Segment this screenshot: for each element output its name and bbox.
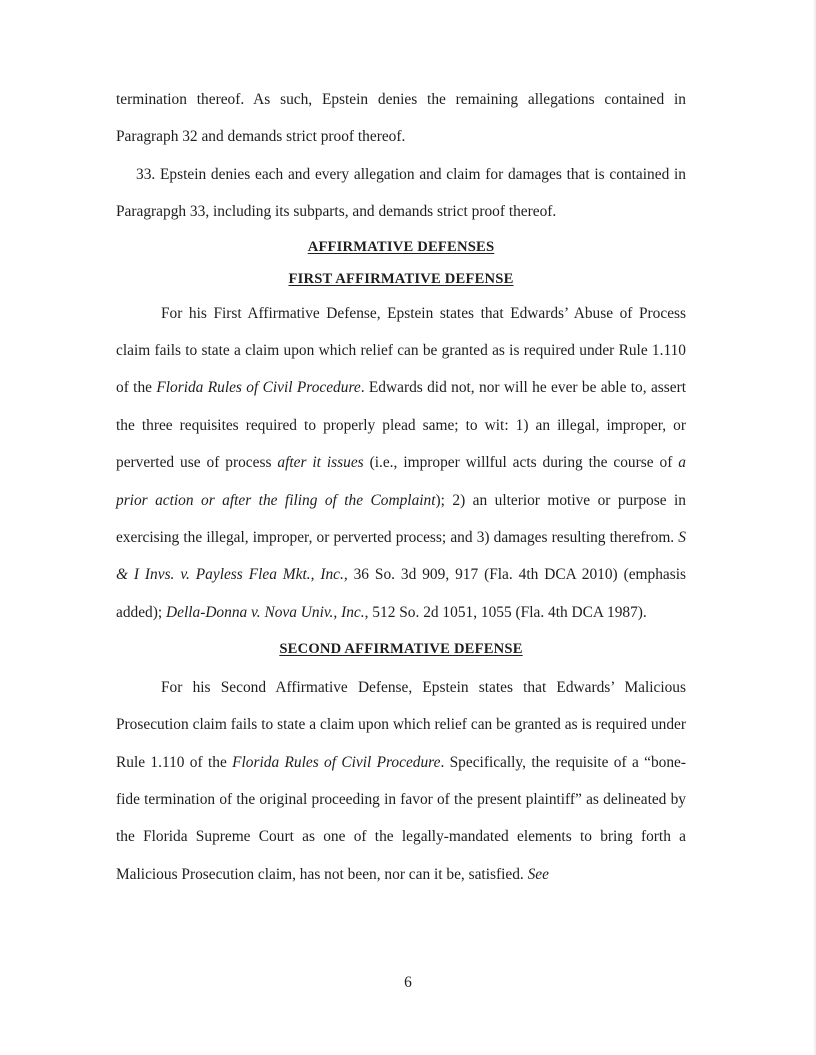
heading-first-affirmative-defense: FIRST AFFIRMATIVE DEFENSE [288,270,514,287]
paragraph-33: 33. Epstein denies each and every allegation and claim for damages that is contained in Paragrapgh 33, including its subparts, and demands strict proof thereof. [116,165,686,221]
first-defense-text-1: For his First Affirmative Defense, Epstein states that Edwards’ Abuse of Process claim fails to state a claim upon which relief can be granted as is required under Rule 1.110 of the [116,304,686,397]
first-defense-text-3: (i.e., improper willful acts during the course of [363,454,679,472]
first-defense-after-it-issues: after it issues [277,454,364,472]
first-defense-prior-action: a prior action or after the filing of the Complaint [116,454,686,509]
case-citation-2-cite: , 512 So. 2d 1051, 1055 (Fla. 4th DCA 1987). [364,603,647,621]
second-defense-text-1: For his Second Affirmative Defense, Epstein states that Edwards’ Malicious Prosecution claim fails to state a claim upon which relief can be granted as is required under Rule 1.110 of the [116,678,686,771]
heading-affirmative-defenses: AFFIRMATIVE DEFENSES [307,238,495,255]
second-defense-rules-title: Florida Rules of Civil Procedure [232,753,441,771]
case-citation-1-cite: 36 So. 3d 909, 917 (Fla. 4th DCA 2010) (emphasis added); [116,566,686,621]
case-citation-1-name: S & I Invs. v. Payless Flea Mkt., Inc., [116,529,686,584]
first-affirmative-defense-paragraph [116,295,686,632]
first-defense-text-2: . Edwards did not, nor will he ever be able to, assert the three requisites required to properly plead same; to wit: 1) an illegal, improper, or perverted use of process [116,379,686,472]
document-body [116,81,686,893]
second-defense-text-2: . Specifically, the requisite of a “bone-fide termination of the original proceeding in favor of the present plaintiff” as delineated by the Florida Supreme Court as one of the legally-mandated elements to bring forth a Malicious Prosecution claim, has not been, nor can it be, satisfied. [116,753,687,883]
page-number: 6 [404,974,412,991]
first-defense-rules-title: Florida Rules of Civil Procedure [156,379,361,397]
see-signal: See [527,865,549,883]
paragraph-32-continuation: termination thereof. As such, Epstein denies the remaining allegations contained in Paragraph 32 and demands strict proof thereof. [116,91,686,146]
heading-second-affirmative-defense: SECOND AFFIRMATIVE DEFENSE [279,641,523,658]
second-affirmative-defense-paragraph [116,669,686,893]
first-defense-text-4: ); 2) an ulterior motive or purpose in exercising the illegal, improper, or perverted process; and 3) damages resulting therefrom. [116,491,686,547]
case-citation-2-name: Della-Donna v. Nova Univ., Inc. [166,603,365,621]
